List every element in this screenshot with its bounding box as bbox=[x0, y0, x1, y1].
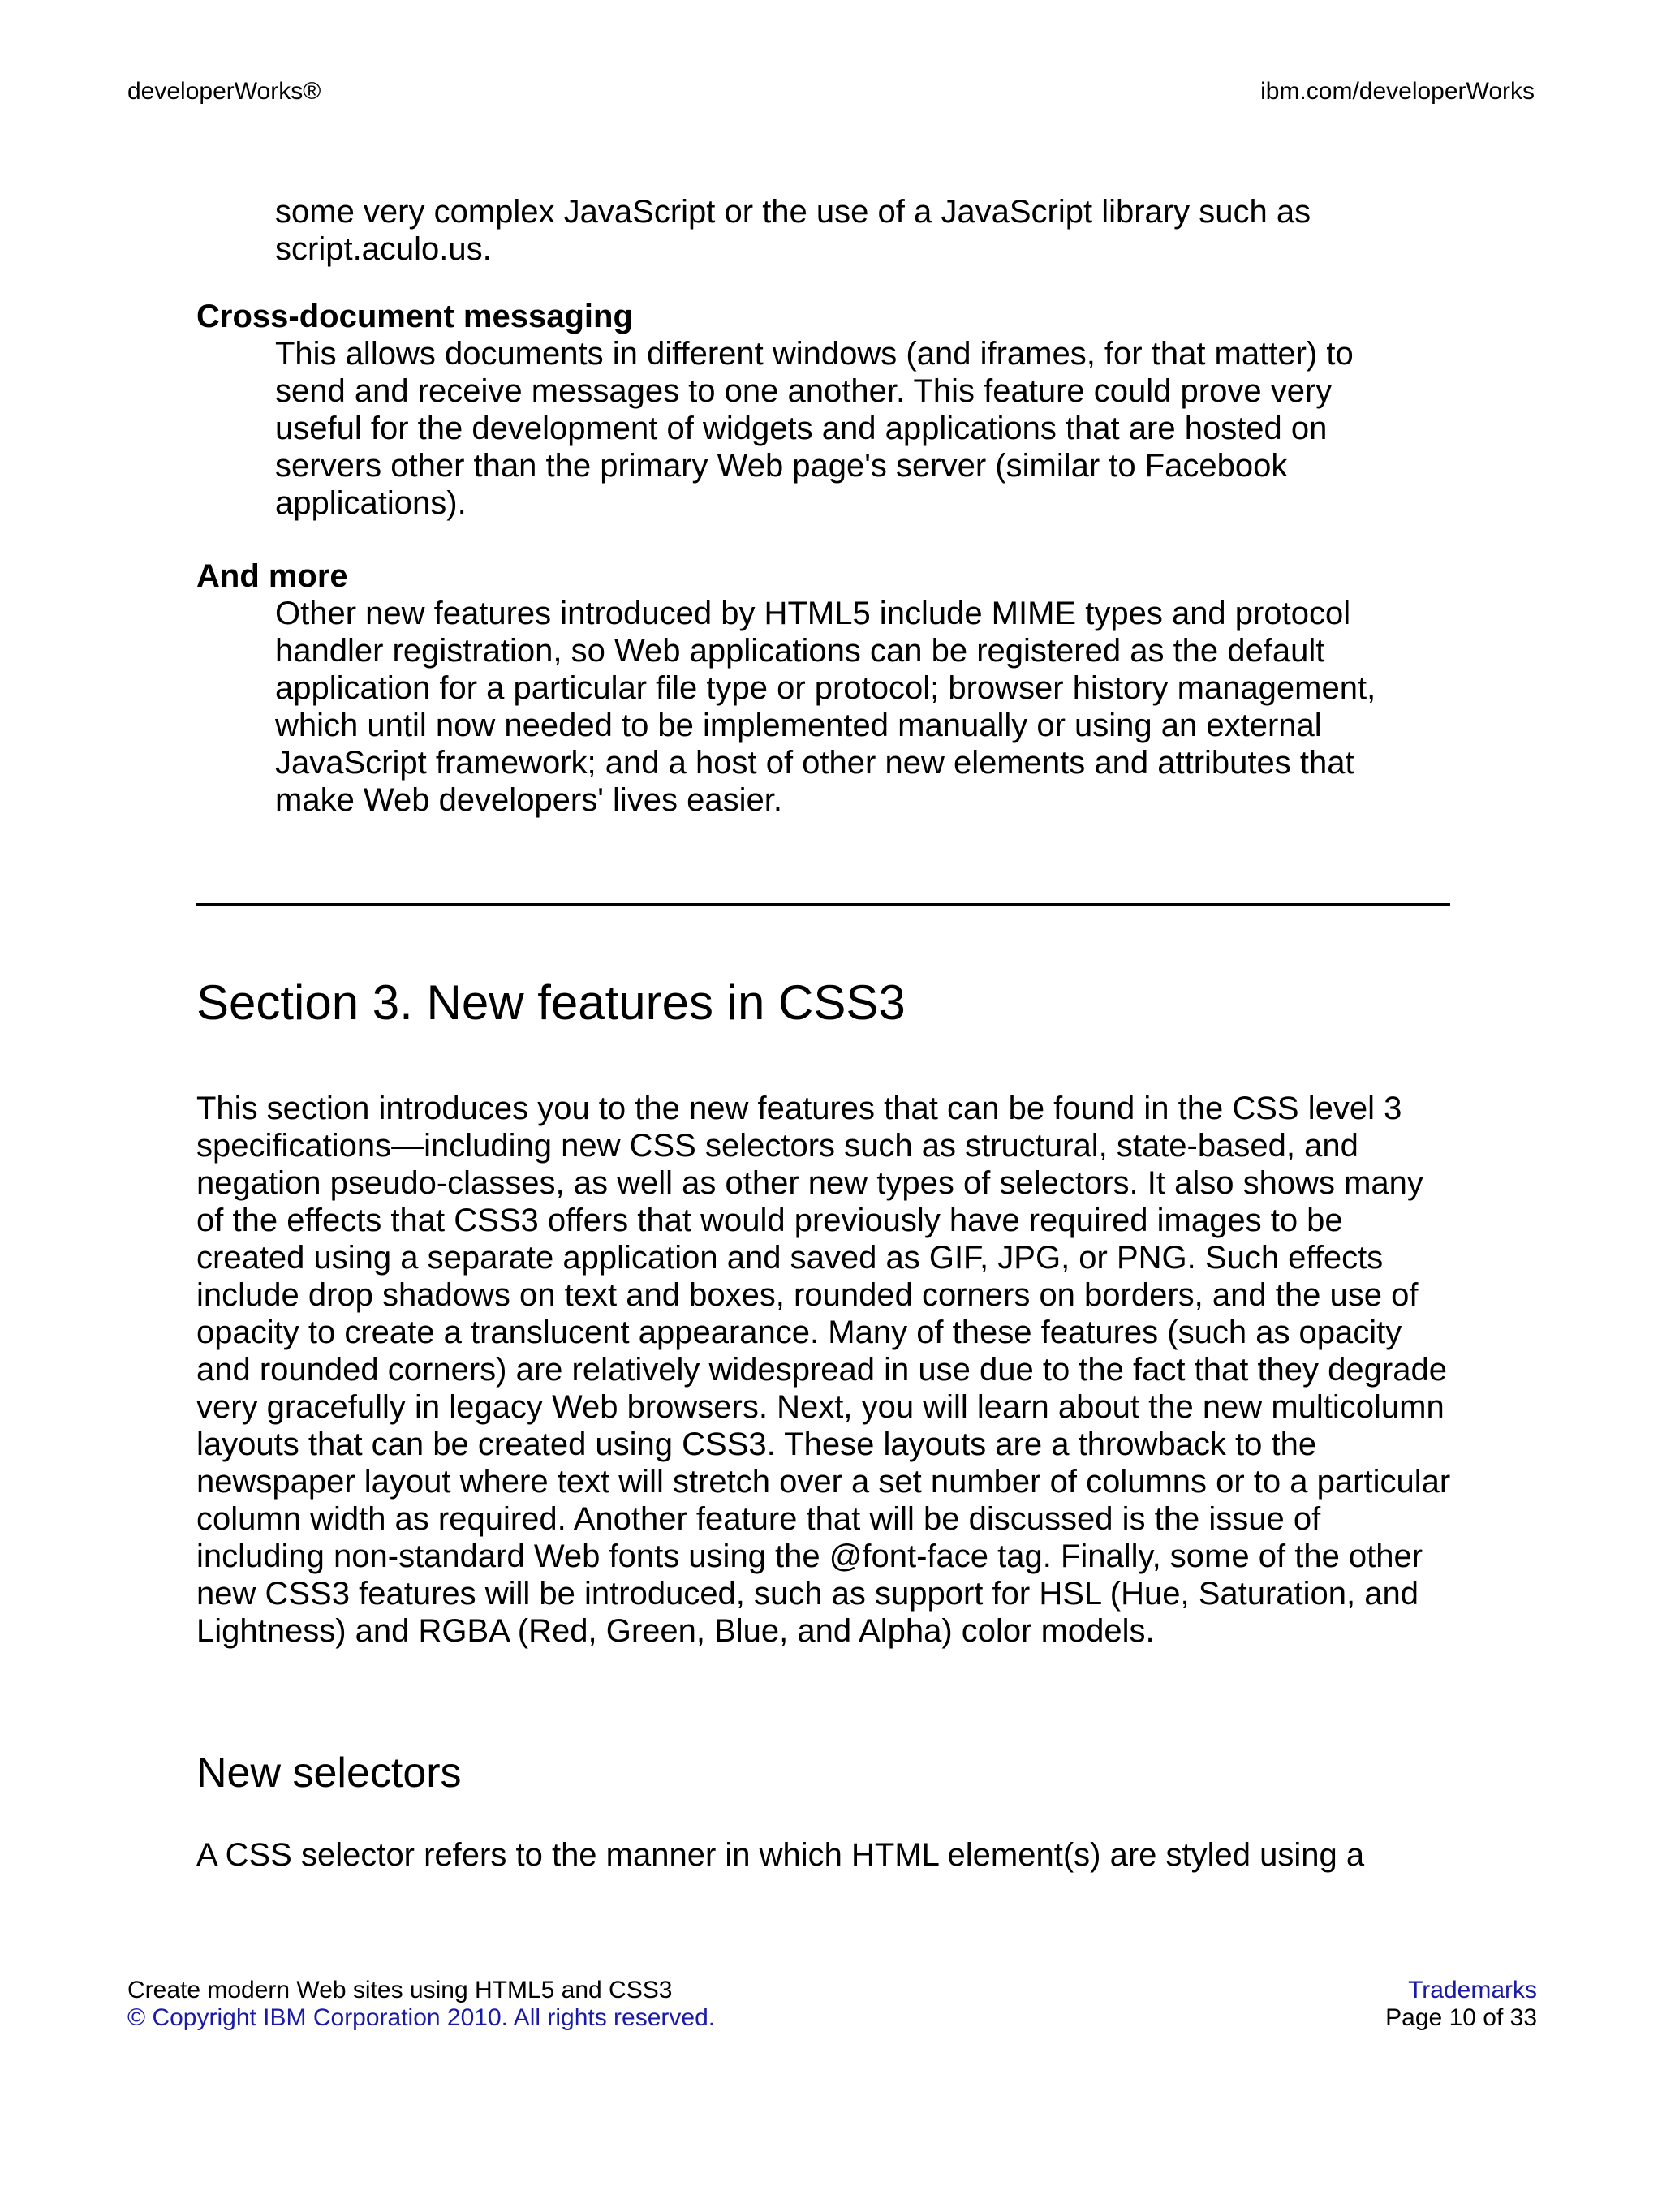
section-divider bbox=[196, 903, 1450, 906]
header-site-url: ibm.com/developerWorks bbox=[1260, 78, 1535, 105]
definition-term-and-more: And more bbox=[196, 558, 348, 594]
section-title: Section 3. New features in CSS3 bbox=[196, 975, 906, 1030]
footer-document-title: Create modern Web sites using HTML5 and CSS3 bbox=[127, 1977, 673, 2003]
continued-paragraph: some very complex JavaScript or the use of a JavaScript library such as script.aculo.us. bbox=[275, 194, 1311, 267]
footer-trademarks-link[interactable]: Trademarks bbox=[1408, 1977, 1537, 2003]
footer-page-number: Page 10 of 33 bbox=[1385, 2004, 1537, 2031]
footer-copyright-link[interactable]: © Copyright IBM Corporation 2010. All rights reserved. bbox=[127, 2004, 716, 2031]
subsection-title: New selectors bbox=[196, 1749, 462, 1797]
subsection-paragraph: A CSS selector refers to the manner in which HTML element(s) are styled using a bbox=[196, 1837, 1365, 1873]
definition-term-cross-document-messaging: Cross-document messaging bbox=[196, 299, 633, 334]
definition-description-and-more: Other new features introduced by HTML5 include MIME types and protocol handler registration, so Web applications can be registered as the default application for a particular file type or protocol; browser history management, which until now needed to be implemented manually or using an external JavaScript framework; and a host of other new elements and attributes that make Web developers' lives easier. bbox=[275, 596, 1376, 818]
definition-description-cross-document-messaging: This allows documents in different windows (and iframes, for that matter) to send and receive messages to one another. This feature could prove very useful for the development of widgets and applications that are hosted on servers other than the primary Web page's server (similar to Facebook applications). bbox=[275, 336, 1354, 521]
section-intro-paragraph: This section introduces you to the new features that can be found in the CSS level 3 specifications—including new CSS selectors such as structural, state-based, and negation pseudo-classes, as well as other new types of selectors. It also shows many of the effects that CSS3 offers that would previously have required images to be created using a separate application and saved as GIF, JPG, or PNG. Such effects include drop shadows on text and boxes, rounded corners on borders, and the use of opacity to create a translucent appearance. Many of these features (such as opacity and rounded corners) are relatively widespread in use due to the fact that they degrade very gracefully in legacy Web browsers. Next, you will learn about the new multicolumn layouts that can be created using CSS3. These layouts are a throwback to the newspaper layout where text will stretch over a set number of columns or to a particular column width as required. Another feature that will be discussed is the issue of including non-standard Web fonts using the @font-face tag. Finally, some of the other new CSS3 features will be introduced, such as support for HSL (Hue, Saturation, and Lightness) and RGBA (Red, Green, Blue, and Alpha) color models. bbox=[196, 1091, 1451, 1649]
header-brand: developerWorks® bbox=[127, 78, 321, 105]
